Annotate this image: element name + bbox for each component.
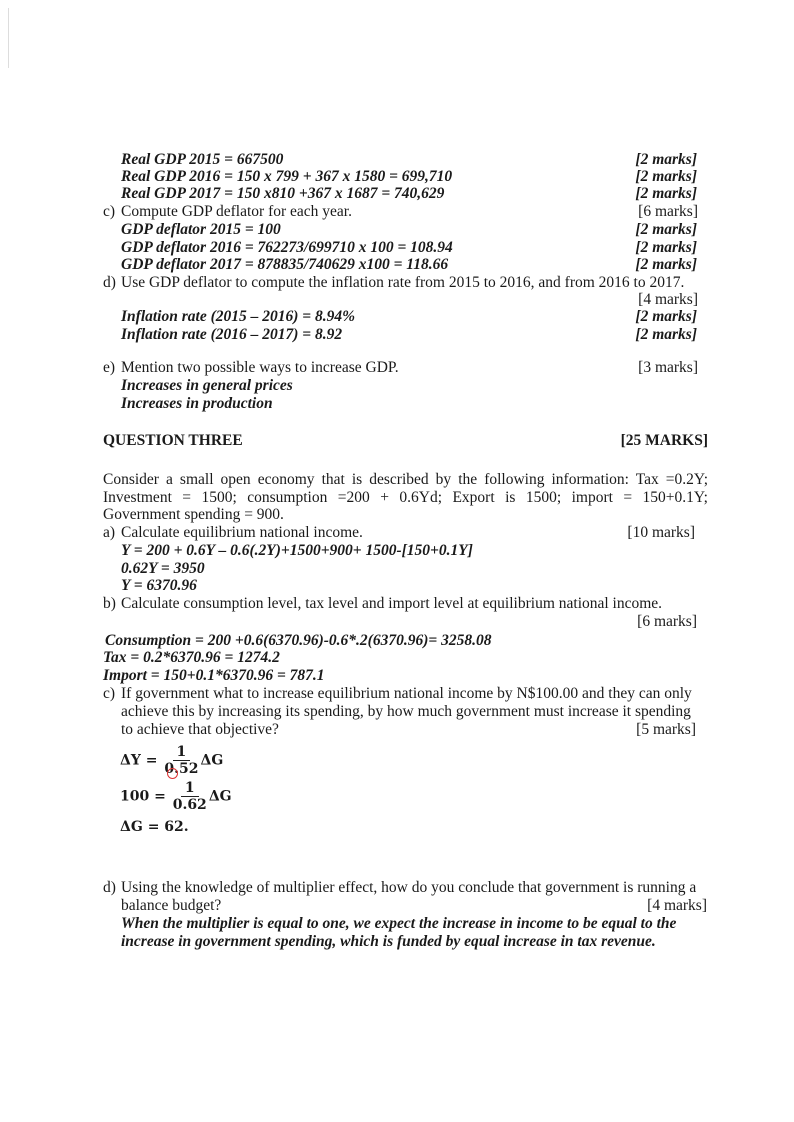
marks: [2 marks] [635,326,697,343]
eq-rhs: ΔG [200,752,224,769]
red-correction-mark [167,768,178,779]
question-text: achieve this by increasing its spending, by how much government must increase it spending [121,703,691,720]
question-label: b) [103,595,116,612]
question-text: Calculate equilibrium national income. [121,524,363,541]
answer-line: When the multiplier is equal to one, we expect the increase in income to be equal to the [121,915,677,932]
marks: [2 marks] [635,185,697,202]
denominator: 0.52 [164,761,199,777]
equation-solve [120,780,232,813]
numerator: 1 [173,744,191,761]
question-label: d) [103,274,116,291]
answer-line: Real GDP 2016 = 150 x 799 + 367 x 1580 = 699,710 [121,168,453,185]
marks: [2 marks] [635,308,697,325]
fraction [173,780,207,813]
question-text: balance budget? [121,897,222,914]
answer-line: GDP deflator 2016 = 762273/699710 x 100 = 108.94 [121,239,453,256]
marks: [4 marks] [638,291,698,308]
answer-line: increase in government spending, which is funded by equal increase in tax revenue. [121,933,656,950]
question-text: to achieve that objective? [121,721,279,738]
question-text: Mention two possible ways to increase GDP. [121,359,399,376]
answer-line: Consumption = 200 +0.6(6370.96)-0.6*.2(6370.96)= 3258.08 [105,632,492,649]
question-label: a) [103,524,116,541]
marks: [10 marks] [627,524,695,541]
question-text: Compute GDP deflator for each year. [121,203,352,220]
denominator: 0.62 [172,797,207,813]
section-marks: [25 MARKS] [620,432,708,449]
marks: [5 marks] [636,721,696,738]
answer-line: 0.62Y = 3950 [121,560,205,577]
answer-line: Real GDP 2015 = 667500 [121,151,284,168]
eq-rhs: ΔG [208,788,232,805]
question-label: c) [103,685,116,702]
eq-lhs: 100 = [120,788,166,805]
marks: [2 marks] [635,168,697,185]
question-text: If government what to increase equilibrium national income by N$100.00 and they can only [121,685,692,702]
answer-line: Increases in general prices [121,377,293,394]
question-label: e) [103,359,116,376]
marks: [4 marks] [647,897,707,914]
question-text: Calculate consumption level, tax level and import level at equilibrium national income. [121,595,663,612]
answer-line: Import = 150+0.1*6370.96 = 787.1 [103,667,325,684]
question-text: Using the knowledge of multiplier effect, how do you conclude that government is running a [121,879,697,896]
eq-lhs: ΔY = [120,752,158,769]
answer-line: GDP deflator 2015 = 100 [121,221,281,238]
answer-line: Increases in production [121,395,273,412]
marks: [2 marks] [635,239,697,256]
marks: [6 marks] [637,613,697,630]
answer-line: Inflation rate (2015 – 2016) = 8.94% [121,308,356,325]
section-heading: QUESTION THREE [103,432,243,449]
numerator: 1 [181,780,199,797]
scan-edge-mark [8,8,9,68]
question-label: c) [103,203,116,220]
answer-line: Y = 6370.96 [121,577,197,594]
answer-line: Y = 200 + 0.6Y – 0.6(.2Y)+1500+900+ 1500-[150+0.1Y] [121,542,473,559]
marks: [2 marks] [635,256,697,273]
answer-line: Real GDP 2017 = 150 x810 +367 x 1687 = 740,629 [121,185,445,202]
marks: [6 marks] [638,203,698,220]
equation-result: ΔG = 62. [120,819,189,835]
marks: [2 marks] [635,151,697,168]
answer-line: GDP deflator 2017 = 878835/740629 x100 = 118.66 [121,256,449,273]
answer-line: Inflation rate (2016 – 2017) = 8.92 [121,326,343,343]
marks: [2 marks] [635,221,697,238]
question-label: d) [103,879,116,896]
question-text: Use GDP deflator to compute the inflation rate from 2015 to 2016, and from 2016 to 2017. [121,274,685,291]
question-intro: Consider a small open economy that is described by the following information: Tax =0.2Y; Investment = 1500; consumption =200 + 0.6Yd; Export is 1500; import = 150+0.1Y; Government spending = 900. [103,471,708,523]
marks: [3 marks] [638,359,698,376]
answer-line: Tax = 0.2*6370.96 = 1274.2 [103,649,280,666]
